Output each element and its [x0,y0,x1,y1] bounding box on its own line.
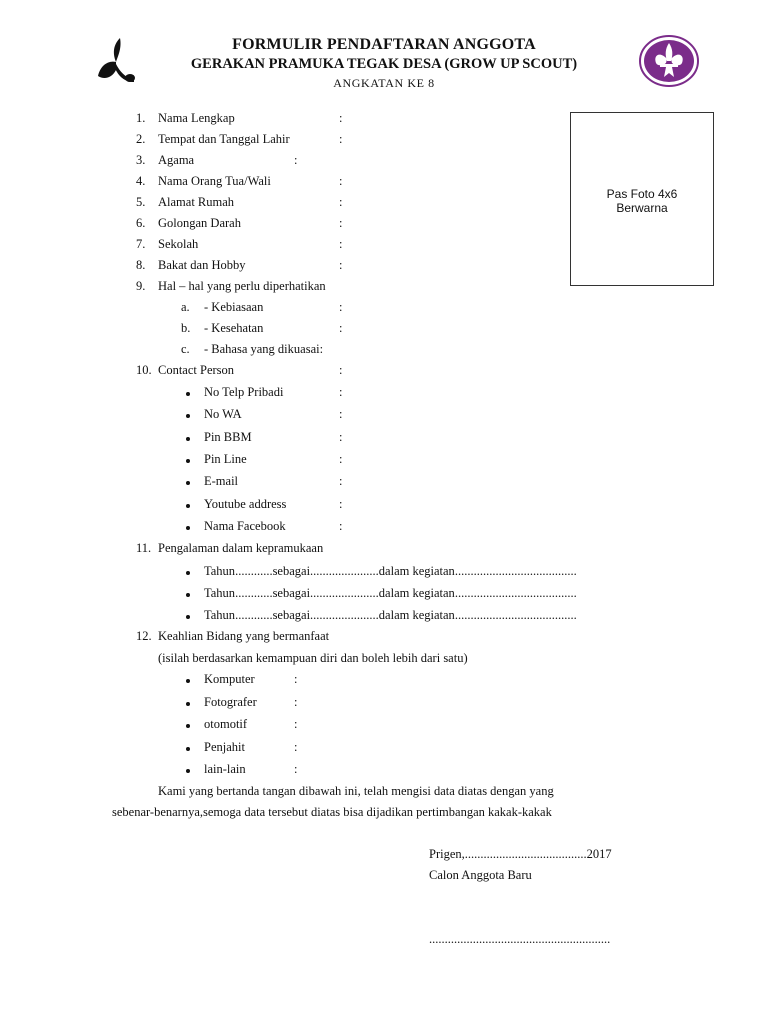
colon: : [339,300,343,314]
dots: ...................... [310,564,379,578]
dots: ....................................... [454,608,577,622]
right-logo [638,35,700,87]
sub-item-letter: b. [181,321,191,335]
skill-label: Komputer [204,672,255,686]
item-number: 3. [136,153,146,167]
dots: ...................... [310,608,379,622]
organization-name: GERAKAN PRAMUKA TEGAK DESA (GROW UP SCOUT) [190,56,578,72]
item-number: 8. [136,258,146,272]
item-label: Keahlian Bidang yang bermanfaat [158,629,330,643]
item-label: Golongan Darah [158,216,241,230]
colon: : [339,430,343,444]
colon: : [339,321,343,335]
bullet [186,526,190,530]
tahun-label: Tahun [204,608,236,622]
item-label: Hal – hal yang perlu diperhatikan [158,279,326,293]
sub-item-label: - Kebiasaan [204,300,264,314]
colon: : [294,672,298,686]
dots: ....................................... [454,586,577,600]
colon: : [339,519,343,533]
colon: : [294,717,298,731]
scout-fleur-de-lis-logo-icon [638,35,700,87]
skill-label: Penjahit [204,740,245,754]
item-note: (isilah berdasarkan kemampuan diri dan boleh lebih dari satu) [158,651,468,665]
kegiatan-label: dalam kegiatan [378,608,455,622]
kegiatan-label: dalam kegiatan [378,586,455,600]
bullet [186,481,190,485]
bullet [186,571,190,575]
sub-item-letter: c. [181,342,190,356]
kegiatan-label: dalam kegiatan [378,564,455,578]
item-label: Alamat Rumah [158,195,235,209]
item-number: 4. [136,174,146,188]
colon: : [294,695,298,709]
item-number: 12. [136,629,152,643]
item-label: Nama Orang Tua/Wali [158,174,271,188]
colon: : [294,762,298,776]
colon: : [339,174,343,188]
sebagai-label: sebagai [272,608,311,622]
colon: : [339,258,343,272]
skill-label: otomotif [204,717,248,731]
dots: ............ [235,564,273,578]
dots: ............ [235,608,273,622]
dots: ...................... [310,586,379,600]
colon: : [339,237,343,251]
bullet [186,392,190,396]
colon: : [339,452,343,466]
contact-label: No WA [204,407,242,421]
statement-line1: Kami yang bertanda tangan dibawah ini, telah mengisi data diatas dengan yang [158,784,554,798]
photo-box-line2: Berwarna [616,201,668,215]
colon: : [339,474,343,488]
bullet [186,504,190,508]
item-number: 1. [136,111,146,125]
batch-label: ANGKATAN KE 8 [333,76,435,90]
bullet [186,593,190,597]
item-label: Contact Person [158,363,235,377]
bullet [186,615,190,619]
item-label: Sekolah [158,237,199,251]
colon: : [294,153,298,167]
dots: ....................................... [454,564,577,578]
item-label: Bakat dan Hobby [158,258,246,272]
photo-box[interactable] [570,112,714,286]
bullet [186,702,190,706]
contact-label: E-mail [204,474,239,488]
signature-place-date[interactable]: Prigen,.......................................2017 [429,847,612,861]
experience-row[interactable] [204,608,577,623]
experience-row[interactable] [204,564,577,579]
item-label: Agama [158,153,195,167]
colon: : [339,407,343,421]
bullet [186,769,190,773]
colon: : [339,497,343,511]
bullet [186,747,190,751]
tahun-label: Tahun [204,586,236,600]
colon: : [339,385,343,399]
colon: : [339,216,343,230]
skill-label: lain-lain [204,762,246,776]
bullet [186,724,190,728]
bullet [186,437,190,441]
colon: : [339,111,343,125]
item-number: 9. [136,279,146,293]
contact-label: Pin Line [204,452,247,466]
contact-label: No Telp Pribadi [204,385,284,399]
item-label: Tempat dan Tanggal Lahir [158,132,290,146]
bullet [186,679,190,683]
bullet [186,459,190,463]
item-label: Pengalaman dalam kepramukaan [158,541,324,555]
form-title: FORMULIR PENDAFTARAN ANGGOTA [232,36,536,53]
item-number: 7. [136,237,146,251]
experience-row[interactable] [204,586,577,601]
colon: : [339,132,343,146]
item-number: 10. [136,363,152,377]
statement-line2: sebenar-benarnya,semoga data tersebut diatas bisa dijadikan pertimbangan kakak-kakak [112,805,552,819]
contact-label: Pin BBM [204,430,252,444]
item-number: 2. [136,132,146,146]
colon: : [339,195,343,209]
contact-label: Youtube address [204,497,287,511]
sub-item-label: - Kesehatan [204,321,264,335]
sub-item-label: - Bahasa yang dikuasai: [204,342,324,356]
colon: : [294,740,298,754]
item-number: 11. [136,541,152,555]
sebagai-label: sebagai [272,564,311,578]
item-number: 6. [136,216,146,230]
skill-label: Fotografer [204,695,257,709]
bullet [186,414,190,418]
contact-label: Nama Facebook [204,519,286,533]
item-label: Nama Lengkap [158,111,235,125]
dots: ............ [235,586,273,600]
photo-box-line1: Pas Foto 4x6 [606,187,678,201]
tahun-label: Tahun [204,564,236,578]
colon: : [339,363,343,377]
sub-item-letter: a. [181,300,190,314]
signature-role: Calon Anggota Baru [429,868,532,882]
signature-line[interactable]: .......................................................... [429,932,611,946]
item-number: 5. [136,195,146,209]
sebagai-label: sebagai [272,586,311,600]
